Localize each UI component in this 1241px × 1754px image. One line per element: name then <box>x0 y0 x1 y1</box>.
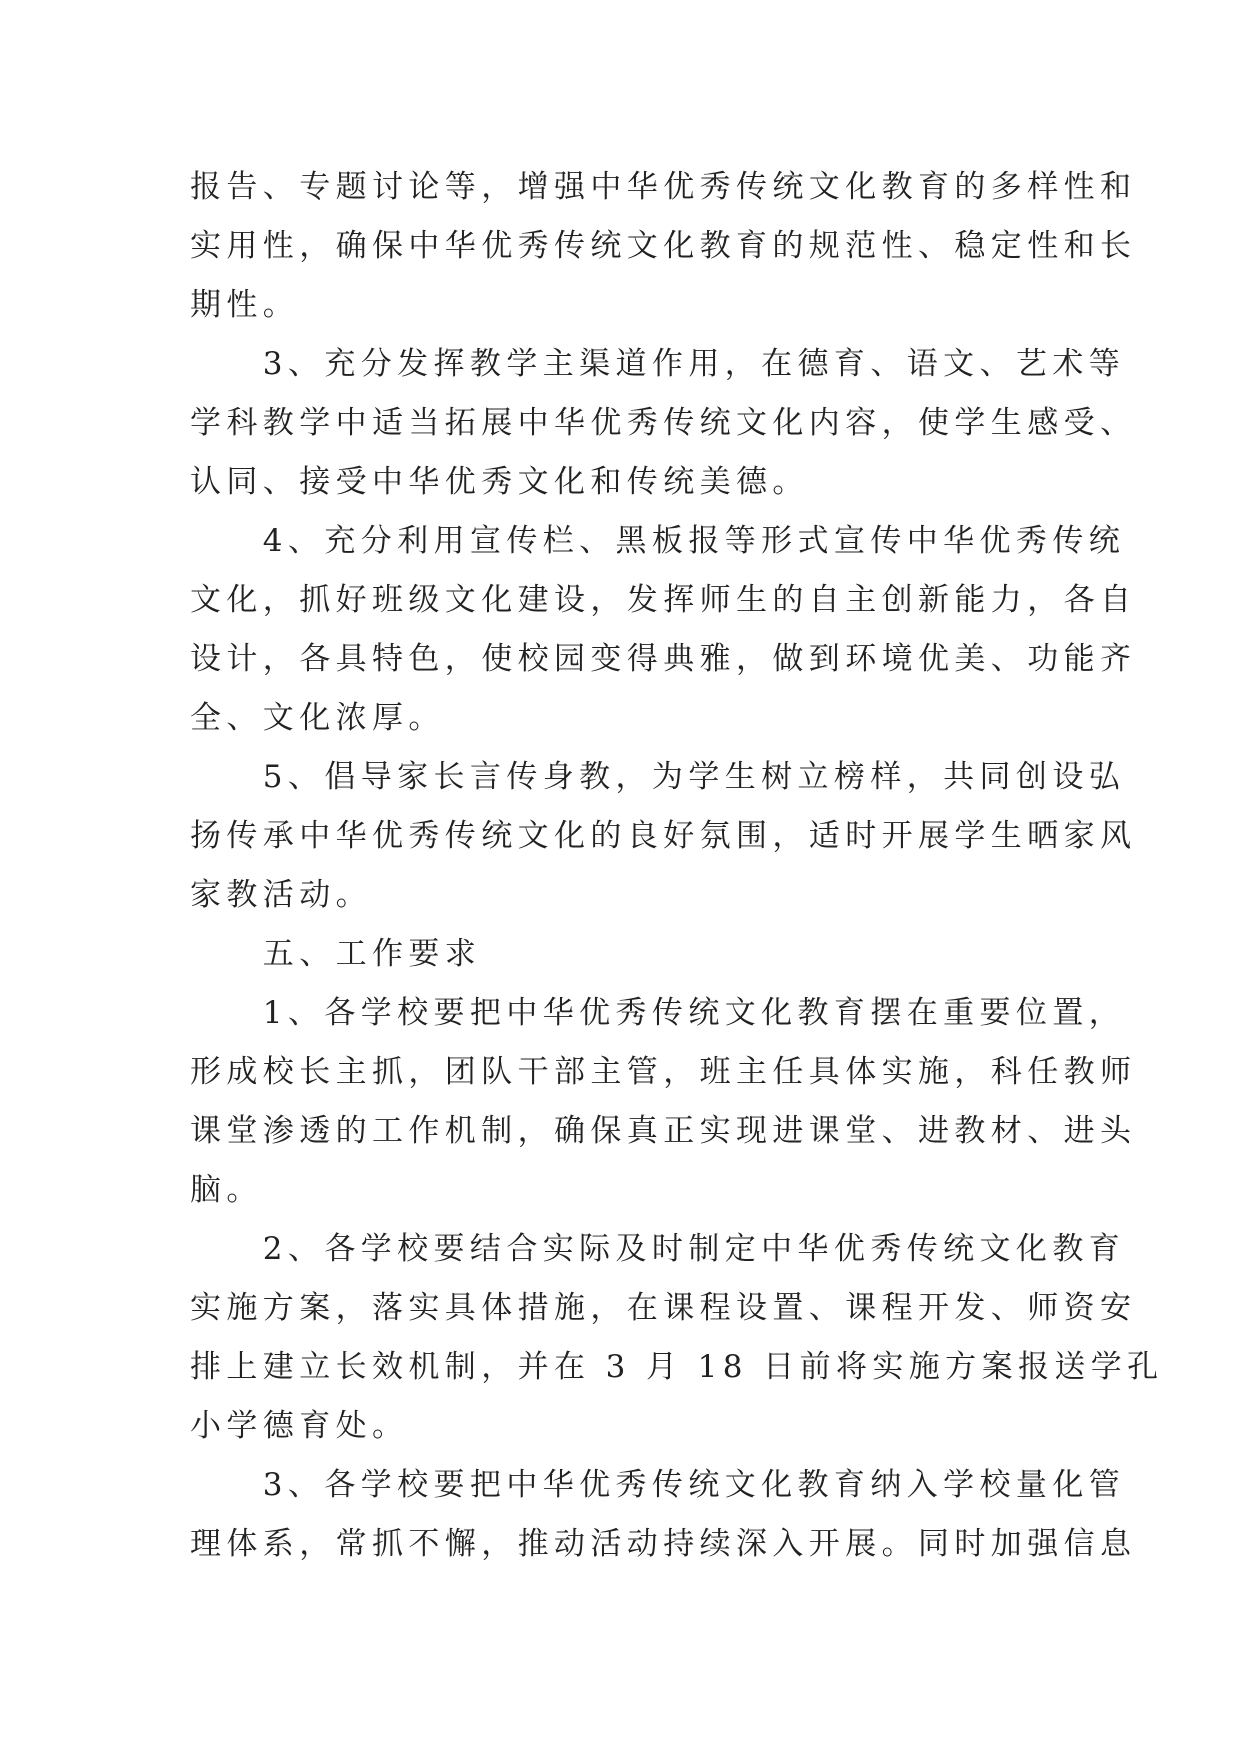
text-line: 家教活动。 <box>190 877 372 913</box>
text-line: 1、各学校要把中华优秀传统文化教育摆在重要位置， <box>190 995 1126 1031</box>
text-line: 全、文化浓厚。 <box>190 700 445 736</box>
section-heading: 五、工作要求 <box>190 936 482 972</box>
text-line: 扬传承中华优秀传统文化的良好氛围，适时开展学生晒家风 <box>190 818 1137 854</box>
text-line: 实用性，确保中华优秀传统文化教育的规范性、稳定性和长 <box>190 228 1137 264</box>
text-line: 设计，各具特色，使校园变得典雅，做到环境优美、功能齐 <box>190 641 1137 677</box>
text-line: 期性。 <box>190 287 300 323</box>
text-line: 认同、接受中华优秀文化和传统美德。 <box>190 464 809 500</box>
text-line: 文化，抓好班级文化建设，发挥师生的自主创新能力，各自 <box>190 582 1137 618</box>
text-line: 排上建立长效机制，并在 3 月 18 日前将实施方案报送学孔 <box>190 1349 1164 1385</box>
text-line: 课堂渗透的工作机制，确保真正实现进课堂、进教材、进头 <box>190 1113 1137 1149</box>
text-line: 报告、专题讨论等，增强中华优秀传统文化教育的多样性和 <box>190 169 1137 205</box>
text-line: 实施方案，落实具体措施，在课程设置、课程开发、师资安 <box>190 1290 1137 1326</box>
text-line: 3、充分发挥教学主渠道作用，在德育、语文、艺术等 <box>190 346 1126 382</box>
text-line: 小学德育处。 <box>190 1408 409 1444</box>
text-line: 2、各学校要结合实际及时制定中华优秀传统文化教育 <box>190 1231 1126 1267</box>
text-line: 4、充分利用宣传栏、黑板报等形式宣传中华优秀传统 <box>190 523 1126 559</box>
document-body <box>190 158 1164 1574</box>
text-line: 理体系，常抓不懈，推动活动持续深入开展。同时加强信息 <box>190 1526 1137 1562</box>
text-line: 5、倡导家长言传身教，为学生树立榜样，共同创设弘 <box>190 759 1126 795</box>
text-line: 形成校长主抓，团队干部主管，班主任具体实施，科任教师 <box>190 1054 1137 1090</box>
text-line: 学科教学中适当拓展中华优秀传统文化内容，使学生感受、 <box>190 405 1137 441</box>
text-line: 脑。 <box>190 1172 263 1208</box>
text-line: 3、各学校要把中华优秀传统文化教育纳入学校量化管 <box>190 1467 1126 1503</box>
